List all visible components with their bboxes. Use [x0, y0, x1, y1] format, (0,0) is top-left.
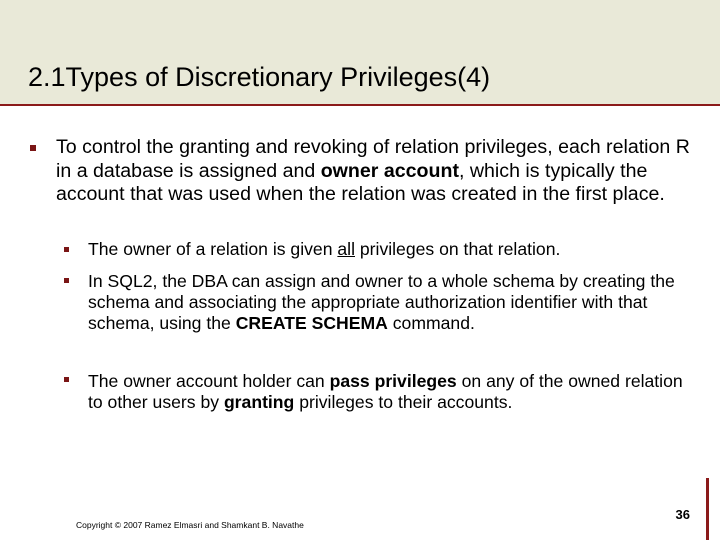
bullet-bold-term: granting: [223, 392, 295, 412]
bullet-bold-term: pass privileges: [329, 371, 457, 391]
bullet-bold-term: owner account: [320, 159, 459, 182]
bullet-text: In SQL2, the DBA can assign and owner to a whole schema by creating the schema and associating the appropriate authorization identifier with that schema, using the: [88, 271, 675, 333]
bullet-owner-account: [56, 136, 696, 207]
bullet-text: The owner account holder can: [88, 371, 330, 391]
sub-bullet-square-icon: [64, 377, 69, 382]
title-divider: [0, 104, 720, 106]
bullet-text: privileges on that relation.: [355, 239, 561, 259]
bullet-text: To control the granting and revoking of relation privileges, each relation R in a database is assigned and: [56, 136, 690, 182]
bullet-text: on any of the owned relation to other users by: [88, 371, 683, 412]
bullet-text: The owner of a relation is given: [88, 239, 338, 259]
bullet-underlined-term: all: [337, 239, 355, 259]
bullet-text: privileges to their accounts.: [294, 392, 513, 412]
page-number: 36: [675, 507, 690, 522]
sub-bullet-square-icon: [64, 278, 69, 283]
slide-title: 2.1Types of Discretionary Privileges(4): [28, 62, 491, 92]
sub-bullet-pass-privileges: [88, 371, 688, 413]
sub-bullet-all-privileges: [88, 239, 688, 260]
bullet-square-icon: [30, 145, 36, 151]
sub-bullet-create-schema: [88, 271, 688, 334]
bullet-text: command.: [387, 313, 475, 333]
sub-bullet-square-icon: [64, 247, 69, 252]
footer-accent-bar: [706, 478, 709, 540]
bullet-text: , which is typically the account that was used when the relation was created in the first place.: [56, 159, 665, 206]
bullet-bold-term: CREATE SCHEMA: [235, 313, 388, 333]
copyright-footer: Copyright © 2007 Ramez Elmasri and Shamkant B. Navathe: [76, 520, 304, 530]
